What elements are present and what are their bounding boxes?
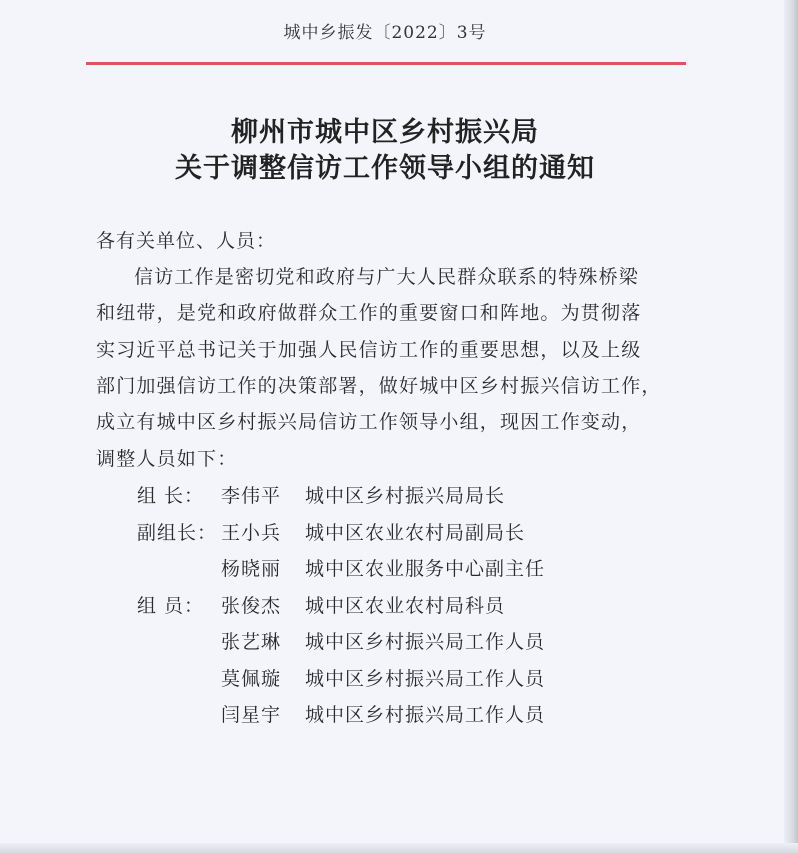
member-name: 张俊杰 — [221, 595, 282, 617]
member-name: 王小兵 — [221, 522, 282, 544]
member-name: 李伟平 — [221, 485, 282, 507]
member-row — [0, 518, 770, 548]
body-paragraph-line: 调整人员如下： — [96, 448, 238, 470]
member-position: 城中区乡村振兴局局长 — [305, 485, 506, 507]
member-position: 城中区农业农村局科员 — [305, 595, 506, 617]
member-role: 组 长： — [137, 485, 205, 507]
document-title-line-2: 关于调整信访工作领导小组的通知 — [175, 153, 595, 184]
member-row — [0, 627, 770, 657]
member-position: 城中区农业农村局副局长 — [305, 522, 526, 544]
member-position: 城中区乡村振兴局工作人员 — [305, 704, 546, 726]
member-row — [0, 591, 770, 621]
scan-edge-bottom — [0, 843, 798, 853]
body-paragraph-line: 成立有城中区乡村振兴局信访工作领导小组，现因工作变动， — [96, 411, 642, 433]
document-number: 城中乡振发〔2022〕3号 — [283, 23, 487, 43]
member-name: 闫星宇 — [221, 704, 282, 726]
red-header-rule — [86, 62, 686, 65]
body-paragraph-line: 实习近平总书记关于加强人民信访工作的重要思想，以及上级 — [96, 339, 642, 361]
member-position: 城中区乡村振兴局工作人员 — [305, 668, 546, 690]
member-row — [0, 664, 770, 694]
member-row — [0, 554, 770, 584]
body-paragraph-line: 和纽带，是党和政府做群众工作的重要窗口和阵地。为贯彻落 — [96, 302, 642, 324]
member-row — [0, 481, 770, 511]
body-paragraph-line: 部门加强信访工作的决策部署，做好城中区乡村振兴信访工作， — [96, 375, 662, 397]
scan-edge-right — [784, 0, 798, 853]
member-position: 城中区乡村振兴局工作人员 — [305, 631, 546, 653]
member-name: 莫佩璇 — [221, 668, 282, 690]
member-role: 副组长： — [137, 522, 218, 544]
salutation: 各有关单位、人员： — [96, 230, 277, 252]
member-row — [0, 700, 770, 730]
document-title-line-1: 柳州市城中区乡村振兴局 — [231, 117, 539, 148]
body-paragraph-line: 信访工作是密切党和政府与广大人民群众联系的特殊桥梁 — [134, 266, 640, 288]
member-name: 杨晓丽 — [221, 558, 282, 580]
member-name: 张艺琳 — [221, 631, 282, 653]
member-position: 城中区农业服务中心副主任 — [305, 558, 546, 580]
member-role: 组 员： — [137, 595, 205, 617]
